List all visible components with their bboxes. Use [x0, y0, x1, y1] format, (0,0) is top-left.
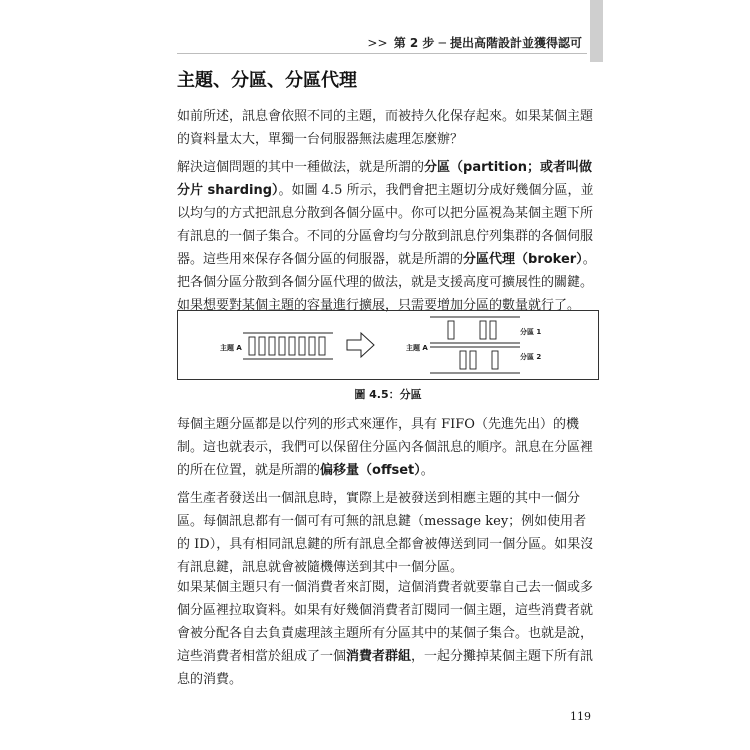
paragraph-2 — [177, 156, 599, 317]
header-rule — [177, 53, 587, 54]
page-number: 119 — [570, 710, 591, 723]
p3-text-a: 每個主題分區都是以佇列的形式來運作，具有 FIFO（先進先出）的機制。這也就表示，我們可以保留住分區內各個訊息的順序。訊息在分區裡的所在位置，就是所謂的 — [177, 417, 594, 478]
p3-text-c: 。 — [420, 463, 434, 478]
p5-text-a: 如果某個主題只有一個消費者來訂閱，這個消費者就要靠自己去一個或多個分區裡拉取資料。如果有好幾個消費者訂閱同一個主題，這些消費者就會被分配各自去負責處理該主題所有分區其中的某個子集合。也就是說，這些消費者相當於組成了一個 — [177, 580, 594, 664]
page-edge-tab — [590, 0, 603, 62]
figure-caption: 圖 4.5：分區 — [354, 388, 422, 401]
paragraph-4: 當生產者發送出一個訊息時，實際上是被發送到相應主題的其中一個分區。每個訊息都有一個可有可無的訊息鍵（message key；例如使用者的 ID），具有相同訊息鍵的所有訊息全都會被傳送到同一個分區。如果沒有訊息鍵，訊息就會被隨機傳送到其中一個分區。 — [177, 491, 594, 575]
queue-unpartitioned — [243, 331, 333, 361]
section-title: 主題、分區、分區代理 — [177, 70, 357, 91]
p2-text-d: 。把各個分區分散到各個分區代理的做法，就是支援高度可擴展性的關鍵。如果想要對某個主題的容量進行擴展，只需要增加分區的數量就行了。 — [177, 252, 596, 313]
header-text: 第 2 步 ─ 提出高階設計並獲得認可 — [393, 36, 582, 50]
paragraph-5 — [177, 576, 599, 691]
header-chevrons: >> — [367, 36, 388, 50]
queue-partitioned — [430, 315, 520, 375]
paragraph-3 — [177, 413, 599, 482]
term-partition: 分區（partition；或者叫做分片 sharding） — [177, 160, 593, 198]
figure-topic-label-left: 主題 A — [220, 344, 242, 352]
p2-text-c: 。如圖 4.5 所示，我們會把主題切分成好幾個分區，並以均勻的方式把訊息分散到各個分區中。你可以把分區視為某個主題下所有訊息的一個子集合。不同的分區會均勻分散到訊息佇列集群的各個伺服器。這些用來保存各個分區的伺服器，就是所謂的 — [177, 183, 594, 267]
running-header — [367, 34, 582, 51]
p2-text-a: 解決這個問題的其中一種做法，就是所謂的 — [177, 160, 425, 175]
figure-topic-label-right: 主題 A — [406, 344, 428, 352]
figure-partition1-label: 分區 1 — [520, 328, 542, 336]
figure-partition2-label: 分區 2 — [520, 353, 542, 361]
figure-partitions — [177, 310, 599, 380]
term-consumer-group: 消費者群組 — [346, 649, 412, 664]
paragraph-1: 如前所述，訊息會依照不同的主題，而被持久化保存起來。如果某個主題的資料量太大，單獨一台伺服器無法處理怎麼辦？ — [177, 109, 594, 147]
p5-text-c: ，一起分攤掉某個主題下所有訊息的消費。 — [177, 649, 594, 687]
term-offset: 偏移量（offset） — [320, 463, 421, 478]
term-broker: 分區代理（broker） — [463, 252, 583, 267]
arrow-icon — [346, 331, 376, 359]
